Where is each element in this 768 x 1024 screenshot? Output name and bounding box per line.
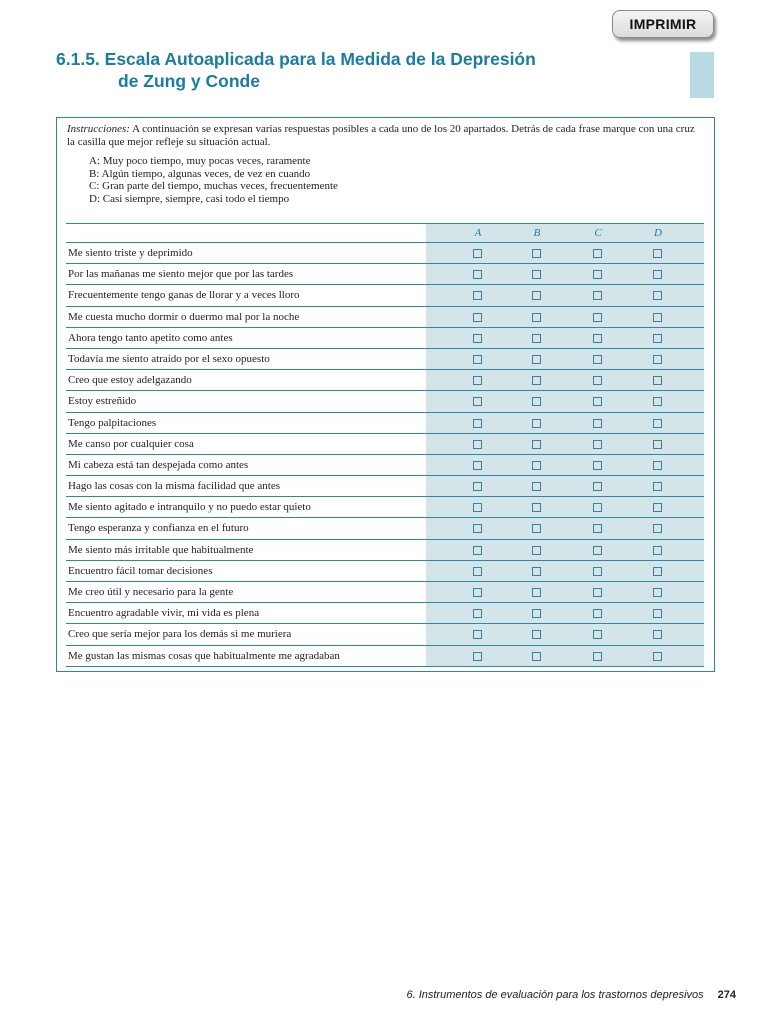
option-b: B: Algún tiempo, algunas veces, de vez en cuando xyxy=(89,167,311,180)
answer-area xyxy=(426,624,704,644)
checkbox-d[interactable] xyxy=(653,588,662,597)
checkbox-d[interactable] xyxy=(653,270,662,279)
scale-item-text: Creo que estoy adelgazando xyxy=(68,374,192,387)
scale-item-text: Todavía me siento atraído por el sexo opuesto xyxy=(68,352,270,365)
checkbox-c[interactable] xyxy=(593,461,602,470)
answer-area xyxy=(426,370,704,390)
answer-area xyxy=(426,518,704,538)
checkbox-c[interactable] xyxy=(593,419,602,428)
checkbox-b[interactable] xyxy=(532,334,541,343)
scale-row xyxy=(66,540,704,561)
answer-area xyxy=(426,603,704,623)
scale-row xyxy=(66,497,704,518)
checkbox-d[interactable] xyxy=(653,546,662,555)
scale-row xyxy=(66,307,704,328)
checkbox-a[interactable] xyxy=(473,440,482,449)
title-line-1: 6.1.5. Escala Autoaplicada para la Medida de la Depresión xyxy=(56,49,536,69)
checkbox-a[interactable] xyxy=(473,652,482,661)
page-footer xyxy=(360,989,736,1001)
print-button[interactable]: IMPRIMIR xyxy=(612,10,714,38)
checkbox-b[interactable] xyxy=(532,397,541,406)
answer-area xyxy=(426,476,704,496)
scale-row xyxy=(66,561,704,582)
scale-item-text: Ahora tengo tanto apetito como antes xyxy=(68,331,233,344)
checkbox-b[interactable] xyxy=(532,652,541,661)
checkbox-b[interactable] xyxy=(532,291,541,300)
scale-item-text: Me siento más irritable que habitualmente xyxy=(68,543,254,556)
answer-area xyxy=(426,264,704,284)
answer-area xyxy=(426,391,704,411)
checkbox-b[interactable] xyxy=(532,588,541,597)
checkbox-d[interactable] xyxy=(653,419,662,428)
column-label-d: D xyxy=(654,227,662,239)
checkbox-a[interactable] xyxy=(473,355,482,364)
scale-row xyxy=(66,455,704,476)
checkbox-b[interactable] xyxy=(532,249,541,258)
checkbox-a[interactable] xyxy=(473,291,482,300)
scale-table xyxy=(66,223,704,667)
checkbox-b[interactable] xyxy=(532,440,541,449)
checkbox-b[interactable] xyxy=(532,270,541,279)
checkbox-c[interactable] xyxy=(593,249,602,258)
instructions-text xyxy=(67,123,697,149)
checkbox-a[interactable] xyxy=(473,376,482,385)
checkbox-d[interactable] xyxy=(653,397,662,406)
checkbox-c[interactable] xyxy=(593,567,602,576)
checkbox-b[interactable] xyxy=(532,419,541,428)
checkbox-b[interactable] xyxy=(532,546,541,555)
checkbox-a[interactable] xyxy=(473,524,482,533)
checkbox-d[interactable] xyxy=(653,291,662,300)
checkbox-a[interactable] xyxy=(473,567,482,576)
checkbox-c[interactable] xyxy=(593,397,602,406)
scale-item-text: Me canso por cualquier cosa xyxy=(68,437,194,450)
checkbox-b[interactable] xyxy=(532,461,541,470)
checkbox-c[interactable] xyxy=(593,291,602,300)
page-title xyxy=(56,48,666,92)
checkbox-b[interactable] xyxy=(532,567,541,576)
scale-item-text: Encuentro fácil tomar decisiones xyxy=(68,564,213,577)
checkbox-d[interactable] xyxy=(653,376,662,385)
checkbox-d[interactable] xyxy=(653,524,662,533)
checkbox-b[interactable] xyxy=(532,482,541,491)
scale-table-header xyxy=(66,223,704,243)
answer-area xyxy=(426,497,704,517)
checkbox-d[interactable] xyxy=(653,334,662,343)
checkbox-b[interactable] xyxy=(532,313,541,322)
answer-area xyxy=(426,243,704,263)
checkbox-a[interactable] xyxy=(473,630,482,639)
answer-options-legend xyxy=(89,155,338,206)
answer-area xyxy=(426,413,704,433)
scale-row xyxy=(66,518,704,539)
scale-row xyxy=(66,582,704,603)
answer-area xyxy=(426,307,704,327)
checkbox-b[interactable] xyxy=(532,376,541,385)
scale-item-text: Encuentro agradable vivir, mi vida es plena xyxy=(68,607,260,620)
checkbox-c[interactable] xyxy=(593,630,602,639)
answer-area xyxy=(426,328,704,348)
checkbox-a[interactable] xyxy=(473,419,482,428)
scale-row xyxy=(66,603,704,624)
checkbox-b[interactable] xyxy=(532,503,541,512)
checkbox-a[interactable] xyxy=(473,397,482,406)
checkbox-d[interactable] xyxy=(653,313,662,322)
checkbox-a[interactable] xyxy=(473,503,482,512)
answer-area xyxy=(426,646,704,666)
option-c: C: Gran parte del tiempo, muchas veces, frecuentemente xyxy=(89,180,338,193)
scale-row xyxy=(66,391,704,412)
scale-item-text: Por las mañanas me siento mejor que por las tardes xyxy=(68,268,294,281)
scale-item-text: Frecuentemente tengo ganas de llorar y a veces lloro xyxy=(68,289,300,302)
checkbox-d[interactable] xyxy=(653,652,662,661)
checkbox-d[interactable] xyxy=(653,249,662,258)
checkbox-a[interactable] xyxy=(473,313,482,322)
checkbox-a[interactable] xyxy=(473,609,482,618)
answer-area xyxy=(426,561,704,581)
answer-area xyxy=(426,349,704,369)
checkbox-a[interactable] xyxy=(473,334,482,343)
scale-item-text: Hago las cosas con la misma facilidad que antes xyxy=(68,480,280,493)
checkbox-c[interactable] xyxy=(593,546,602,555)
scale-item-text: Me siento triste y deprimido xyxy=(68,247,193,259)
checkbox-c[interactable] xyxy=(593,313,602,322)
answer-area xyxy=(426,285,704,305)
checkbox-d[interactable] xyxy=(653,482,662,491)
scale-item-text: Me gustan las mismas cosas que habitualmente me agradaban xyxy=(68,649,340,662)
scale-row xyxy=(66,624,704,645)
checkbox-d[interactable] xyxy=(653,355,662,364)
scale-item-text: Estoy estreñido xyxy=(68,395,137,408)
column-label-a: A xyxy=(474,227,482,239)
checkbox-c[interactable] xyxy=(593,482,602,491)
answer-area xyxy=(426,582,704,602)
instructions-lead: Instrucciones: xyxy=(67,123,130,135)
scale-row xyxy=(66,646,704,667)
checkbox-a[interactable] xyxy=(473,546,482,555)
checkbox-c[interactable] xyxy=(593,376,602,385)
checkbox-a[interactable] xyxy=(473,482,482,491)
scale-row xyxy=(66,434,704,455)
column-label-b: B xyxy=(533,227,541,239)
checkbox-a[interactable] xyxy=(473,588,482,597)
scale-row xyxy=(66,370,704,391)
questionnaire-box xyxy=(56,117,715,672)
checkbox-c[interactable] xyxy=(593,524,602,533)
scale-row xyxy=(66,328,704,349)
checkbox-c[interactable] xyxy=(593,270,602,279)
scale-row xyxy=(66,285,704,306)
checkbox-d[interactable] xyxy=(653,503,662,512)
title-line-2: de Zung y Conde xyxy=(118,71,260,91)
answer-area xyxy=(426,540,704,560)
checkbox-c[interactable] xyxy=(593,440,602,449)
instructions-body: A continuación se expresan varias respuestas posibles a cada uno de los 20 apartados. Detrás de cada frase marque con una cruz la casilla que mejor refleje su situación actual. xyxy=(67,123,695,148)
scale-item-text: Me siento agitado e intranquilo y no puedo estar quieto xyxy=(68,501,311,514)
checkbox-c[interactable] xyxy=(593,588,602,597)
scale-row xyxy=(66,243,704,264)
checkbox-d[interactable] xyxy=(653,567,662,576)
checkbox-c[interactable] xyxy=(593,609,602,618)
scale-item-text: Tengo palpitaciones xyxy=(68,416,157,429)
checkbox-c[interactable] xyxy=(593,334,602,343)
scale-row xyxy=(66,264,704,285)
scale-item-text: Tengo esperanza y confianza en el futuro xyxy=(68,522,249,535)
checkbox-d[interactable] xyxy=(653,440,662,449)
checkbox-d[interactable] xyxy=(653,630,662,639)
scale-item-text: Me creo útil y necesario para la gente xyxy=(68,586,234,598)
scale-item-text: Me cuesta mucho dormir o duermo mal por la noche xyxy=(68,310,300,323)
scale-item-text: Creo que sería mejor para los demás si me muriera xyxy=(68,628,292,641)
checkbox-b[interactable] xyxy=(532,524,541,533)
column-label-c: C xyxy=(594,227,602,239)
checkbox-d[interactable] xyxy=(653,609,662,618)
checkbox-b[interactable] xyxy=(532,355,541,364)
footer-text: 6. Instrumentos de evaluación para los trastornos depresivos xyxy=(406,989,704,1001)
checkbox-a[interactable] xyxy=(473,270,482,279)
scale-row xyxy=(66,413,704,434)
checkbox-d[interactable] xyxy=(653,461,662,470)
checkbox-b[interactable] xyxy=(532,630,541,639)
answer-area xyxy=(426,455,704,475)
checkbox-c[interactable] xyxy=(593,355,602,364)
checkbox-a[interactable] xyxy=(473,249,482,258)
option-a: A: Muy poco tiempo, muy pocas veces, raramente xyxy=(89,155,311,167)
checkbox-b[interactable] xyxy=(532,609,541,618)
answer-area xyxy=(426,434,704,454)
checkbox-c[interactable] xyxy=(593,652,602,661)
page-number: 274 xyxy=(717,989,736,1001)
checkbox-a[interactable] xyxy=(473,461,482,470)
checkbox-c[interactable] xyxy=(593,503,602,512)
scale-row xyxy=(66,349,704,370)
corner-tab xyxy=(690,52,714,98)
option-d: D: Casi siempre, siempre, casi todo el tiempo xyxy=(89,193,290,206)
scale-item-text: Mi cabeza está tan despejada como antes xyxy=(68,458,249,471)
scale-row xyxy=(66,476,704,497)
